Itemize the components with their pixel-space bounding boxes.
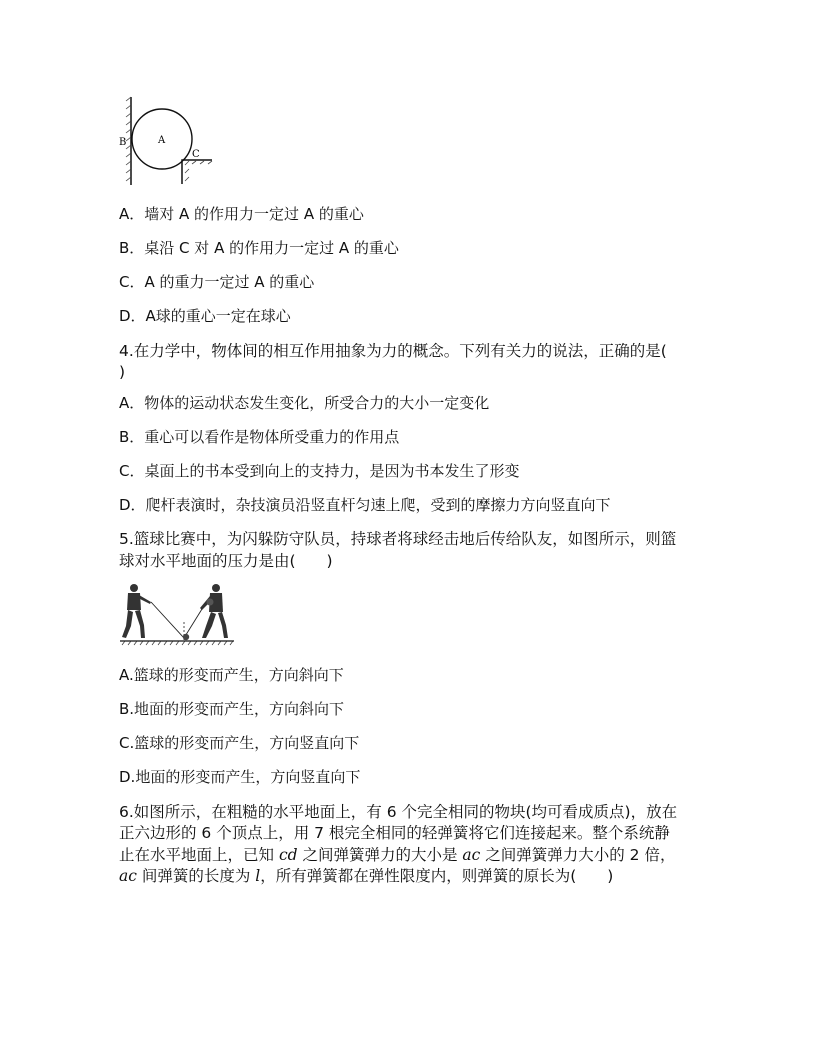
q6-line3: 止在水平地面上，已知 cd 之间弹簧弹力的大小是 ac 之间弹簧弹力大小的 2 倍， [119,846,676,864]
q6-line4: ac 间弹簧的长度为 l，所有弹簧都在弹性限度内，则弹簧的原长为( ) [119,867,614,885]
q4-option-d: D．爬杆表演时，杂技演员沿竖直杆匀速上爬，受到的摩擦力方向竖直向下 [119,496,611,514]
q4-option-a: A．物体的运动状态发生变化，所受合力的大小一定变化 [119,394,490,412]
q4-option-b: B．重心可以看作是物体所受重力的作用点 [119,428,400,446]
q6-line2: 正六边形的 6 个顶点上，用 7 根完全相同的轻弹簧将它们连接起来。整个系统静 [119,824,670,842]
q5-option-c: C.篮球的形变而产生，方向竖直向下 [119,734,360,752]
basketball-pass-figure [118,582,236,648]
basketball-icon [183,634,189,640]
q4-stem-line1: 4.在力学中，物体间的相互作用抽象为力的概念。下列有关力的说法，正确的是( [119,342,667,360]
ball-wall-figure [116,95,226,190]
q3-option-a: A．墙对 A 的作用力一定过 A 的重心 [119,205,364,223]
q6-line1: 6.如图所示，在粗糙的水平地面上，有 6 个完全相同的物块(均可看成质点)，放在 [119,803,678,821]
q5-stem-line1: 5.篮球比赛中，为闪躲防守队员，持球者将球经击地后传给队友，如图所示，则篮 [119,530,677,548]
q3-option-b: B．桌沿 C 对 A 的作用力一定过 A 的重心 [119,239,399,257]
q5-option-b: B.地面的形变而产生，方向斜向下 [119,700,345,718]
label-b: B [119,137,127,148]
q4-option-c: C．桌面上的书本受到向上的支持力，是因为书本发生了形变 [119,462,520,480]
q4-stem-line2: ) [119,363,126,381]
left-player-icon [122,584,151,638]
q5-option-a: A.篮球的形变而产生，方向斜向下 [119,666,344,684]
label-c: C [192,149,200,160]
q3-option-d: D．A球的重心一定在球心 [119,307,291,325]
right-player-icon [200,584,228,638]
q5-option-d: D.地面的形变而产生，方向竖直向下 [119,768,361,786]
q3-option-c: C．A 的重力一定过 A 的重心 [119,273,315,291]
label-a: A [158,135,166,146]
q5-stem-line2: 球对水平地面的压力是由( ) [119,552,333,570]
